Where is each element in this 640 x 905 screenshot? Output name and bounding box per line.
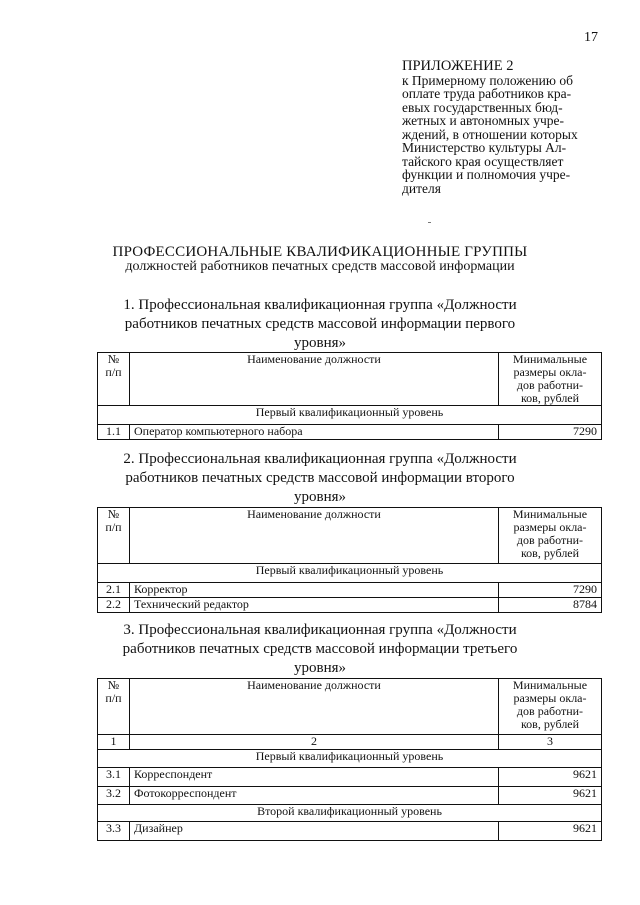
section-2-title bbox=[0, 450, 640, 507]
appendix-line: евых государственных бюд- bbox=[402, 99, 563, 115]
section-title-line: работников печатных средств массовой информации третьего bbox=[122, 641, 518, 657]
appendix-line: Министерство культуры Ал- bbox=[402, 140, 567, 155]
document-subtitle: должностей работников печатных средств массовой информации bbox=[125, 259, 515, 274]
page-number: 17 bbox=[584, 30, 598, 45]
column-number: 1 bbox=[98, 735, 130, 750]
appendix-title: ПРИЛОЖЕНИЕ 2 bbox=[402, 58, 514, 74]
column-number: 3 bbox=[499, 735, 602, 750]
header-name: Наименование должности bbox=[130, 508, 499, 564]
row-num: 3.2 bbox=[98, 787, 130, 805]
section-title-line: уровня» bbox=[293, 335, 346, 351]
section-title-line: уровня» bbox=[293, 489, 346, 505]
row-num: 2.2 bbox=[98, 598, 130, 613]
appendix-block bbox=[402, 60, 612, 195]
appendix-line: к Примерному положению об bbox=[402, 72, 573, 88]
level-row bbox=[98, 750, 602, 768]
header-num: № п/п bbox=[98, 679, 130, 735]
row-salary: 9621 bbox=[499, 822, 602, 841]
table-row bbox=[98, 822, 602, 841]
row-salary: 7290 bbox=[499, 425, 602, 440]
level-row bbox=[98, 406, 602, 425]
table-header-row bbox=[98, 508, 602, 564]
table-row bbox=[98, 598, 602, 613]
row-name: Технический редактор bbox=[130, 598, 499, 613]
row-num: 3.1 bbox=[98, 768, 130, 787]
section-title-line: 3. Профессиональная квалификационная группа «Должности bbox=[123, 622, 517, 638]
header-num: № п/п bbox=[98, 508, 130, 564]
header-min: Минимальные размеры окла- дов работни- ков, рублей bbox=[499, 353, 602, 406]
level-label: Первый квалификационный уровень bbox=[98, 750, 602, 768]
appendix-line: функции и полномочия учре- bbox=[402, 167, 571, 182]
level-label: Первый квалификационный уровень bbox=[98, 406, 602, 425]
row-salary: 7290 bbox=[499, 583, 602, 598]
appendix-line: тайского края осуществляет bbox=[402, 153, 564, 169]
section-title-line: 1. Профессиональная квалификационная группа «Должности bbox=[123, 297, 517, 313]
header-name: Наименование должности bbox=[130, 353, 499, 406]
section-title-line: уровня» bbox=[293, 660, 346, 676]
table-header-row bbox=[98, 353, 602, 406]
table-header-row bbox=[98, 679, 602, 735]
header-name: Наименование должности bbox=[130, 679, 499, 735]
row-name: Фотокорреспондент bbox=[130, 787, 499, 805]
column-number: 2 bbox=[130, 735, 499, 750]
section-1-title bbox=[0, 296, 640, 353]
section-title-line: 2. Профессиональная квалификационная группа «Должности bbox=[123, 451, 517, 467]
header-num: № п/п bbox=[98, 353, 130, 406]
row-name: Оператор компьютерного набора bbox=[130, 425, 499, 440]
row-name: Дизайнер bbox=[130, 822, 499, 841]
appendix-line: жетных и автономных учре- bbox=[402, 113, 565, 128]
document-title: ПРОФЕССИОНАЛЬНЫЕ КВАЛИФИКАЦИОННЫЕ ГРУППЫ bbox=[112, 244, 528, 260]
section-3-title bbox=[0, 621, 640, 678]
section-2-table bbox=[97, 507, 602, 613]
level-row bbox=[98, 805, 602, 822]
table-row bbox=[98, 425, 602, 440]
table-row bbox=[98, 583, 602, 598]
column-number-row bbox=[98, 735, 602, 750]
row-name: Корректор bbox=[130, 583, 499, 598]
appendix-line: оплате труда работников кра- bbox=[402, 86, 572, 101]
level-label: Первый квалификационный уровень bbox=[98, 564, 602, 583]
row-num: 3.3 bbox=[98, 822, 130, 841]
row-salary: 9621 bbox=[499, 768, 602, 787]
row-salary: 8784 bbox=[499, 598, 602, 613]
header-min: Минимальные размеры окла- дов работни- ков, рублей bbox=[499, 679, 602, 735]
section-title-line: работников печатных средств массовой информации второго bbox=[125, 470, 515, 486]
section-title-line: работников печатных средств массовой информации первого bbox=[124, 316, 516, 332]
level-label: Второй квалификационный уровень bbox=[98, 805, 602, 822]
appendix-line: дителя bbox=[402, 180, 441, 196]
table-row bbox=[98, 768, 602, 787]
row-salary: 9621 bbox=[499, 787, 602, 805]
row-name: Корреспондент bbox=[130, 768, 499, 787]
section-1-table bbox=[97, 352, 602, 440]
level-row bbox=[98, 564, 602, 583]
header-min: Минимальные размеры окла- дов работни- ков, рублей bbox=[499, 508, 602, 564]
section-3-table bbox=[97, 678, 602, 841]
row-num: 2.1 bbox=[98, 583, 130, 598]
table-row bbox=[98, 787, 602, 805]
appendix-line: ждений, в отношении которых bbox=[402, 126, 578, 142]
scan-mark bbox=[428, 222, 431, 223]
row-num: 1.1 bbox=[98, 425, 130, 440]
